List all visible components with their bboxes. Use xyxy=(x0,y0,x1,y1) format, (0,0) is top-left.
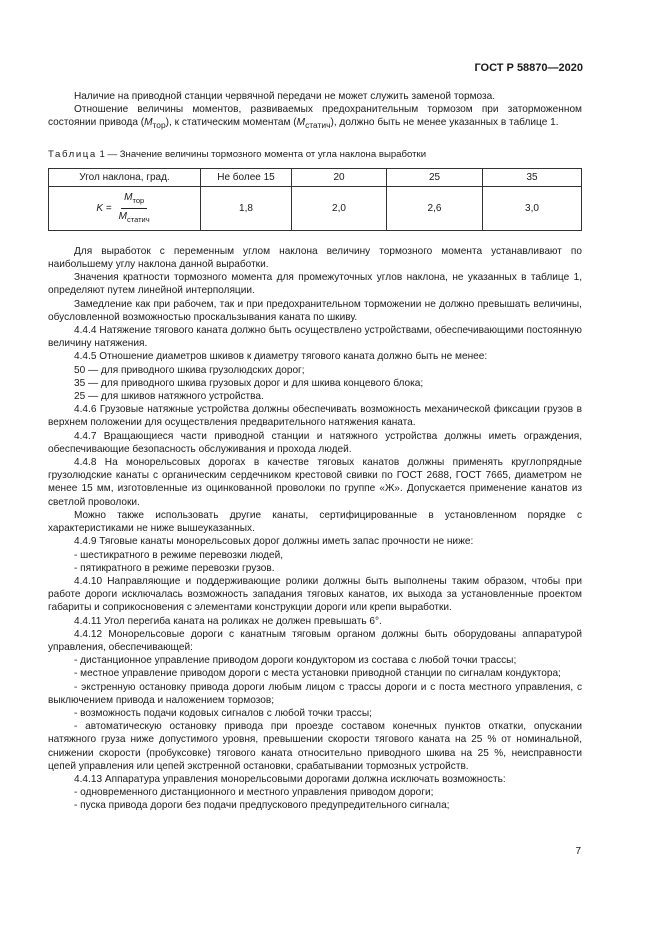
page-content xyxy=(48,90,582,813)
brake-ratio-formula: K = $\frac{M_{тор}}{M_{статич}}$ xyxy=(96,191,152,226)
body-paragraph: 50 — для приводного шкива грузолюдских дорог; xyxy=(74,364,305,376)
body-paragraph: - пуска привода дороги без подачи предпускового предупредительного сигнала; xyxy=(74,800,450,812)
body-paragraph: 4.4.13 Аппаратура управления монорельсовыми дорогами должна исключать возможность: xyxy=(74,773,506,785)
intro-paragraph-2: Отношение величины моментов, развиваемых предохранительным тормозом при заторможенном состоянии привода $(M_{тор})$, к статическим моментам $(M_{статич})$, должно быть не менее указанных в таблице 1. xyxy=(48,104,582,131)
body-paragraph: - местное управление приводом дороги с места установки приводной станции по сигналам кондуктора; xyxy=(74,668,561,680)
body-paragraph: - одновременного дистанционного и местного управления приводом дороги; xyxy=(74,787,434,799)
standard-code: ГОСТ Р 58870—2020 xyxy=(474,62,583,74)
body-paragraph: Замедление как при рабочем, так и при предохранительном торможении не должно превышать величины, обусловленной возможностью проскальзывания каната по шкиву. xyxy=(48,298,582,323)
body-paragraph: 4.4.11 Угол перегиба каната на роликах не должен превышать 6°. xyxy=(74,615,382,627)
table-value-cell: 3,0 xyxy=(483,186,582,230)
brake-moment-table xyxy=(48,168,582,231)
body-paragraph: - возможность подачи кодовых сигналов с любой точки трассы; xyxy=(74,707,372,719)
table-header-cell: 20 xyxy=(292,168,387,186)
body-paragraph: - пятикратного в режиме перевозки грузов. xyxy=(74,562,275,574)
table-value-cell: 2,6 xyxy=(387,186,483,230)
body-paragraph: Для выработок с переменным углом наклона величину тормозного момента устанавливают по наибольшему углу наклона данной выработки. xyxy=(48,245,582,271)
formula-fraction: $\frac{M_{тор}}{M_{статич}}$ xyxy=(118,191,150,224)
body-paragraph: 25 — для шкивов натяжного устройства. xyxy=(74,391,264,403)
body-paragraph: 4.4.12 Монорельсовые дороги с канатным тяговым органом должны быть оборудованы аппаратурой управления, обеспечивающей: xyxy=(48,628,582,653)
formula-cell xyxy=(49,186,201,230)
body-paragraph: Значения кратности тормозного момента для промежуточных углов наклона, не указанных в таблице 1, определяют путем линейной интерполяции. xyxy=(48,272,582,297)
body-paragraph: 4.4.4 Натяжение тягового каната должно быть осуществлено устройствами, обеспечивающими постоянную величину натяжения. xyxy=(48,325,582,350)
intro-paragraph-1: Наличие на приводной станции червячной передачи не может служить заменой тормоза. xyxy=(74,91,496,102)
table-value-cell: 1,8 xyxy=(201,186,292,230)
body-paragraph: - автоматическую остановку привода при проезде составом конечных пунктов откатки, опускании натяжного груза ниже допустимого уровня, превышении скорости тягового каната на 25 % от номинальной, снижении скорости (пробуксовке) тягового каната относительно приводного шкива на 25 %, неисправности цепей управления или цепей экстренной остановки, срабатывании тормозных устройств. xyxy=(48,721,582,772)
table-header-cell: 35 xyxy=(483,168,582,186)
table-header-cell: Угол наклона, град. xyxy=(49,168,201,186)
body-paragraph: Можно также использовать другие канаты, сертифицированные в установленном порядке с характеристиками не ниже вышеуказанных. xyxy=(48,509,582,535)
table-caption: Таблица 1 — Значение величины тормозного момента от угла наклона выработки xyxy=(48,148,427,160)
body-paragraph: - экстренную остановку привода дороги любым лицом с трассы дороги и с поста местного управления, с выключением привода и наложением тормозов; xyxy=(48,681,582,706)
body-paragraph: 4.4.5 Отношение диаметров шкивов к диаметру тягового каната должно быть не менее: xyxy=(74,351,488,363)
body-paragraph: 4.4.10 Направляющие и поддерживающие ролики должны быть выполнены таким образом, чтобы при работе дороги исключалась возможность западания тяговых канатов, их выхода за установленные проектом габариты и соприкосновения с элементами конструкции дороги или крепи выработки. xyxy=(48,575,582,614)
page-number: 7 xyxy=(575,846,581,857)
table-header-cell: Не более 15 xyxy=(201,168,292,186)
body-paragraph: 4.4.7 Вращающиеся части приводной станции и натяжного устройства должны иметь ограждения, обеспечивающие безопасность обслуживания и прохода людей. xyxy=(48,430,582,455)
table-value-cell: 2,0 xyxy=(292,186,387,230)
body-paragraph: - дистанционное управление приводом дороги кондуктором из состава с любой точки трассы; xyxy=(74,655,517,667)
table-header-row xyxy=(49,168,582,186)
body-paragraph: 4.4.6 Грузовые натяжные устройства должны обеспечивать возможность механической фиксации грузов в верхнем положении для осуществления предварительного натяжения каната. xyxy=(48,404,582,429)
body-paragraph: - шестикратного в режиме перевозки людей, xyxy=(74,549,284,561)
body-paragraph: 35 — для приводного шкива грузовых дорог и для шкива концевого блока; xyxy=(74,377,424,389)
body-paragraph: 4.4.9 Тяговые канаты монорельсовых дорог должны иметь запас прочности не ниже: xyxy=(74,536,474,548)
body-paragraphs xyxy=(48,245,582,813)
table-header-cell: 25 xyxy=(387,168,483,186)
table-value-row xyxy=(49,186,582,230)
body-paragraph: 4.4.8 На монорельсовых дорогах в качестве тяговых канатов должны применять круглопрядные грузолюдские канаты с органическим сердечником крестовой свивки по ГОСТ 2688, ГОСТ 7665, диаметром не менее 15 мм, изготовленные из оцинкованной проволоки по группе «Ж». Допускается применение канатов из светлой проволоки. xyxy=(48,457,582,508)
